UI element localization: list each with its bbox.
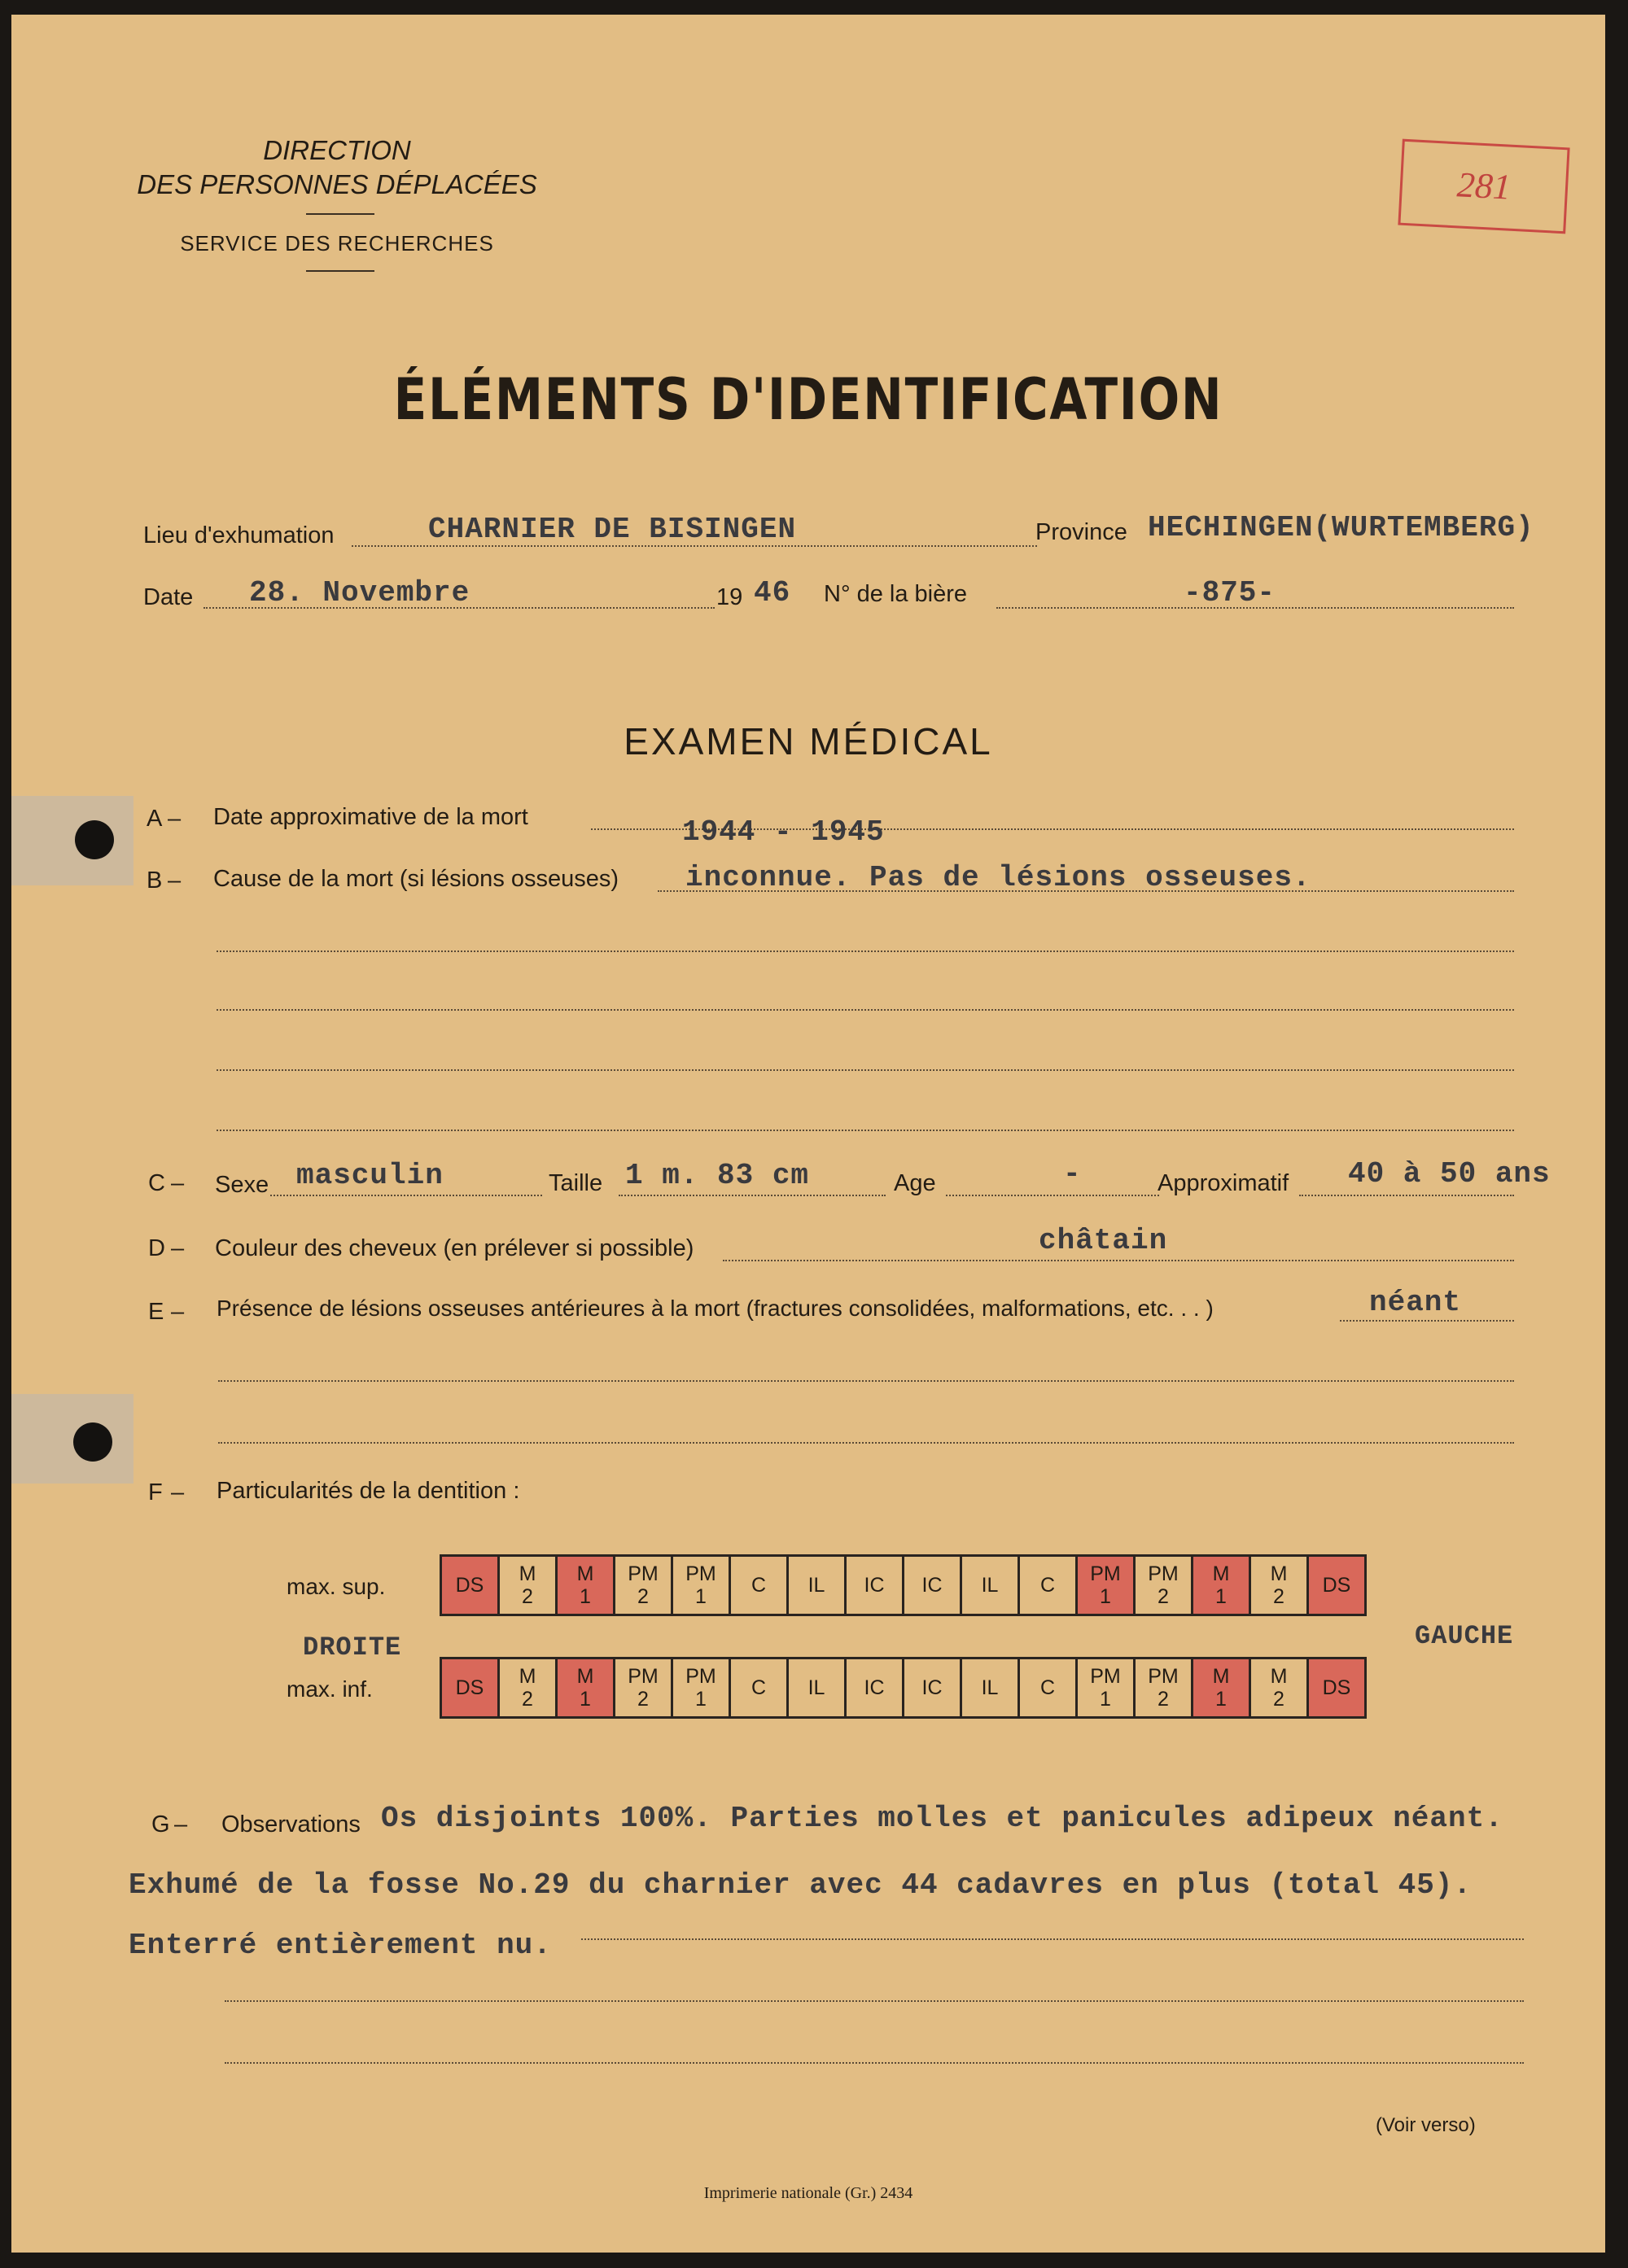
header-direction: DIRECTION bbox=[263, 135, 411, 165]
tooth-sup-8 bbox=[904, 1556, 961, 1615]
sexe-line bbox=[270, 1195, 542, 1196]
punch-hole-upper bbox=[75, 820, 114, 859]
section-f-letter: F bbox=[148, 1479, 163, 1505]
tooth-label: M bbox=[1270, 1562, 1288, 1585]
tooth-label: PM bbox=[628, 1562, 659, 1585]
date-value: 28. Novembre bbox=[249, 576, 470, 610]
tooth-inf-7 bbox=[846, 1658, 904, 1718]
section-b-value: inconnue. Pas de lésions osseuses. bbox=[685, 861, 1311, 894]
tooth-number: 2 bbox=[522, 1585, 533, 1608]
section-d-value: châtain bbox=[1039, 1224, 1168, 1257]
section-a-label: Date approximative de la mort bbox=[213, 804, 528, 830]
droite-label: DROITE bbox=[303, 1632, 402, 1663]
tooth-label: PM bbox=[628, 1665, 659, 1688]
province-label: Province bbox=[1035, 519, 1127, 545]
tooth-sup-6 bbox=[788, 1556, 846, 1615]
observation-line-3: Enterré entièrement nu. bbox=[129, 1929, 552, 1962]
tooth-sup-5 bbox=[730, 1556, 788, 1615]
tooth-label: C bbox=[1039, 1676, 1056, 1699]
section-a-letter: A bbox=[147, 806, 163, 832]
tooth-number: 1 bbox=[1100, 1688, 1111, 1711]
approx-label: Approximatif bbox=[1158, 1170, 1289, 1196]
observation-line-4-dots bbox=[225, 2000, 1524, 2002]
max-inf-label: max. inf. bbox=[287, 1676, 373, 1702]
section-f-dash: – bbox=[171, 1479, 185, 1505]
section-e-line-2 bbox=[218, 1380, 1514, 1382]
section-e-letter: E bbox=[148, 1299, 164, 1325]
sexe-value: masculin bbox=[296, 1159, 444, 1192]
tooth-label: C bbox=[751, 1676, 767, 1699]
biere-label: N° de la bière bbox=[824, 581, 968, 607]
sexe-label: Sexe bbox=[215, 1172, 269, 1198]
header-service-recherches: SERVICE DES RECHERCHES bbox=[180, 231, 494, 256]
section-g-letter: G bbox=[151, 1811, 170, 1838]
year-value: 46 bbox=[754, 576, 791, 610]
tooth-sup-14 bbox=[1250, 1556, 1308, 1615]
section-d-label: Couleur des cheveux (en prélever si possible) bbox=[215, 1235, 694, 1261]
observation-line-3-dots bbox=[581, 1938, 1524, 1940]
section-b-line-3 bbox=[217, 1009, 1514, 1011]
tooth-sup-10 bbox=[1019, 1556, 1077, 1615]
dentition-lower-chart bbox=[440, 1657, 1367, 1719]
tooth-label: M bbox=[1212, 1562, 1230, 1585]
tooth-sup-9 bbox=[961, 1556, 1019, 1615]
tooth-label: DS bbox=[1322, 1574, 1351, 1597]
tooth-label: PM bbox=[1090, 1562, 1121, 1585]
year-prefix: 19 bbox=[716, 584, 743, 610]
tooth-sup-12 bbox=[1135, 1556, 1193, 1615]
tooth-label: M bbox=[576, 1665, 594, 1688]
section-e-dash: – bbox=[171, 1299, 185, 1325]
tooth-inf-12 bbox=[1135, 1658, 1193, 1718]
tooth-inf-14 bbox=[1250, 1658, 1308, 1718]
tooth-label: PM bbox=[685, 1665, 716, 1688]
section-f-label: Particularités de la dentition : bbox=[217, 1478, 520, 1504]
tooth-label: M bbox=[1212, 1665, 1230, 1688]
tooth-label: PM bbox=[1148, 1665, 1179, 1688]
tooth-label: PM bbox=[685, 1562, 716, 1585]
tooth-label: M bbox=[1270, 1665, 1288, 1688]
tooth-label: IL bbox=[981, 1676, 999, 1699]
tooth-sup-15 bbox=[1308, 1556, 1366, 1615]
tooth-number: 2 bbox=[1273, 1688, 1284, 1711]
exam-title: EXAMEN MÉDICAL bbox=[624, 720, 993, 763]
page-title: ÉLÉMENTS D'IDENTIFICATION bbox=[393, 366, 1223, 433]
section-d-line bbox=[723, 1260, 1514, 1261]
tooth-label: IL bbox=[807, 1574, 825, 1597]
section-e-line-3 bbox=[218, 1442, 1514, 1444]
taille-label: Taille bbox=[549, 1170, 603, 1196]
gauche-label: GAUCHE bbox=[1415, 1621, 1514, 1651]
tooth-inf-6 bbox=[788, 1658, 846, 1718]
tooth-number: 1 bbox=[580, 1585, 591, 1608]
header-personnes-deplacees: DES PERSONNES DÉPLACÉES bbox=[137, 169, 537, 199]
approx-value: 40 à 50 ans bbox=[1348, 1157, 1551, 1191]
header-divider-1 bbox=[306, 213, 374, 215]
observation-line-1: Os disjoints 100%. Parties molles et panicules adipeux néant. bbox=[381, 1802, 1503, 1835]
section-b-letter: B bbox=[147, 867, 163, 894]
tooth-sup-7 bbox=[846, 1556, 904, 1615]
date-label: Date bbox=[143, 584, 194, 610]
tooth-inf-3 bbox=[615, 1658, 672, 1718]
tooth-inf-8 bbox=[904, 1658, 961, 1718]
section-e-line bbox=[1340, 1320, 1514, 1322]
tooth-number: 1 bbox=[1215, 1585, 1227, 1608]
tooth-number: 1 bbox=[695, 1688, 707, 1711]
section-b-label: Cause de la mort (si lésions osseuses) bbox=[213, 866, 619, 892]
tooth-inf-5 bbox=[730, 1658, 788, 1718]
tooth-inf-9 bbox=[961, 1658, 1019, 1718]
tooth-number: 2 bbox=[637, 1585, 649, 1608]
tooth-sup-4 bbox=[672, 1556, 730, 1615]
dentition-upper-chart bbox=[440, 1554, 1367, 1616]
section-g-label: Observations bbox=[221, 1811, 361, 1838]
tooth-sup-13 bbox=[1193, 1556, 1250, 1615]
tooth-number: 2 bbox=[1158, 1585, 1169, 1608]
tooth-label: PM bbox=[1148, 1562, 1179, 1585]
section-g-dash: – bbox=[174, 1811, 188, 1838]
tooth-inf-10 bbox=[1019, 1658, 1077, 1718]
tooth-sup-1 bbox=[499, 1556, 557, 1615]
tooth-label: DS bbox=[455, 1574, 484, 1597]
section-b-line-2 bbox=[217, 950, 1514, 952]
tooth-label: IC bbox=[864, 1676, 885, 1699]
archive-number: 281 bbox=[1455, 164, 1512, 208]
section-a-value: 1944 - 1945 bbox=[682, 815, 885, 849]
max-sup-label: max. sup. bbox=[287, 1574, 386, 1599]
tooth-label: IC bbox=[864, 1574, 885, 1597]
tooth-sup-3 bbox=[615, 1556, 672, 1615]
tooth-number: 2 bbox=[637, 1688, 649, 1711]
taille-line bbox=[619, 1195, 886, 1196]
tooth-inf-15 bbox=[1308, 1658, 1366, 1718]
tooth-number: 1 bbox=[695, 1585, 707, 1608]
section-a-dash: – bbox=[168, 806, 182, 832]
lieu-value: CHARNIER DE BISINGEN bbox=[428, 513, 797, 546]
tooth-label: IL bbox=[981, 1574, 999, 1597]
archive-number-stamp bbox=[1398, 139, 1569, 234]
section-c-dash: – bbox=[171, 1170, 185, 1196]
section-e-value: néant bbox=[1369, 1286, 1462, 1319]
section-e-label: Présence de lésions osseuses antérieures à la mort (fractures consolidées, malformations, etc. . . ) bbox=[217, 1296, 1214, 1321]
tape-strip-lower bbox=[11, 1394, 133, 1484]
observation-line-5-dots bbox=[225, 2062, 1524, 2064]
tooth-inf-11 bbox=[1077, 1658, 1135, 1718]
tooth-label: C bbox=[751, 1574, 767, 1597]
header-divider-2 bbox=[306, 270, 374, 272]
taille-value: 1 m. 83 cm bbox=[625, 1159, 810, 1192]
tooth-label: IL bbox=[807, 1676, 825, 1699]
tooth-inf-13 bbox=[1193, 1658, 1250, 1718]
section-b-dash: – bbox=[168, 867, 182, 894]
tooth-label: M bbox=[576, 1562, 594, 1585]
printer-footer: Imprimerie nationale (Gr.) 2434 bbox=[703, 2184, 913, 2202]
tooth-label: DS bbox=[455, 1676, 484, 1699]
tooth-number: 1 bbox=[580, 1688, 591, 1711]
section-d-dash: – bbox=[171, 1235, 185, 1261]
tooth-label: PM bbox=[1090, 1665, 1121, 1688]
section-b-line-4 bbox=[217, 1069, 1514, 1071]
tooth-sup-11 bbox=[1077, 1556, 1135, 1615]
voir-verso: (Voir verso) bbox=[1376, 2114, 1476, 2136]
age-value: - bbox=[1063, 1157, 1082, 1191]
tape-strip-upper bbox=[11, 796, 133, 885]
tooth-sup-2 bbox=[557, 1556, 615, 1615]
tooth-inf-4 bbox=[672, 1658, 730, 1718]
biere-value: -875- bbox=[1184, 576, 1276, 610]
document-page bbox=[11, 15, 1605, 2253]
tooth-label: M bbox=[519, 1665, 536, 1688]
tooth-label: C bbox=[1039, 1574, 1056, 1597]
punch-hole-lower bbox=[73, 1422, 112, 1462]
tooth-label: IC bbox=[921, 1574, 943, 1597]
tooth-number: 2 bbox=[522, 1688, 533, 1711]
tooth-label: IC bbox=[921, 1676, 943, 1699]
province-value: HECHINGEN(WURTEMBERG) bbox=[1148, 511, 1534, 544]
tooth-inf-1 bbox=[499, 1658, 557, 1718]
tooth-number: 2 bbox=[1158, 1688, 1169, 1711]
tooth-sup-0 bbox=[441, 1556, 499, 1615]
tooth-label: DS bbox=[1322, 1676, 1351, 1699]
tooth-number: 1 bbox=[1215, 1688, 1227, 1711]
tooth-inf-0 bbox=[441, 1658, 499, 1718]
approx-line bbox=[1299, 1195, 1514, 1196]
tooth-inf-2 bbox=[557, 1658, 615, 1718]
age-line bbox=[946, 1195, 1159, 1196]
tooth-label: M bbox=[519, 1562, 536, 1585]
tooth-number: 2 bbox=[1273, 1585, 1284, 1608]
age-label: Age bbox=[894, 1170, 936, 1196]
section-c-letter: C bbox=[148, 1170, 165, 1196]
observation-line-2: Exhumé de la fosse No.29 du charnier avec 44 cadavres en plus (total 45). bbox=[129, 1868, 1473, 1902]
section-b-line-5 bbox=[217, 1130, 1514, 1131]
section-d-letter: D bbox=[148, 1235, 165, 1261]
lieu-label: Lieu d'exhumation bbox=[143, 522, 335, 548]
tooth-number: 1 bbox=[1100, 1585, 1111, 1608]
